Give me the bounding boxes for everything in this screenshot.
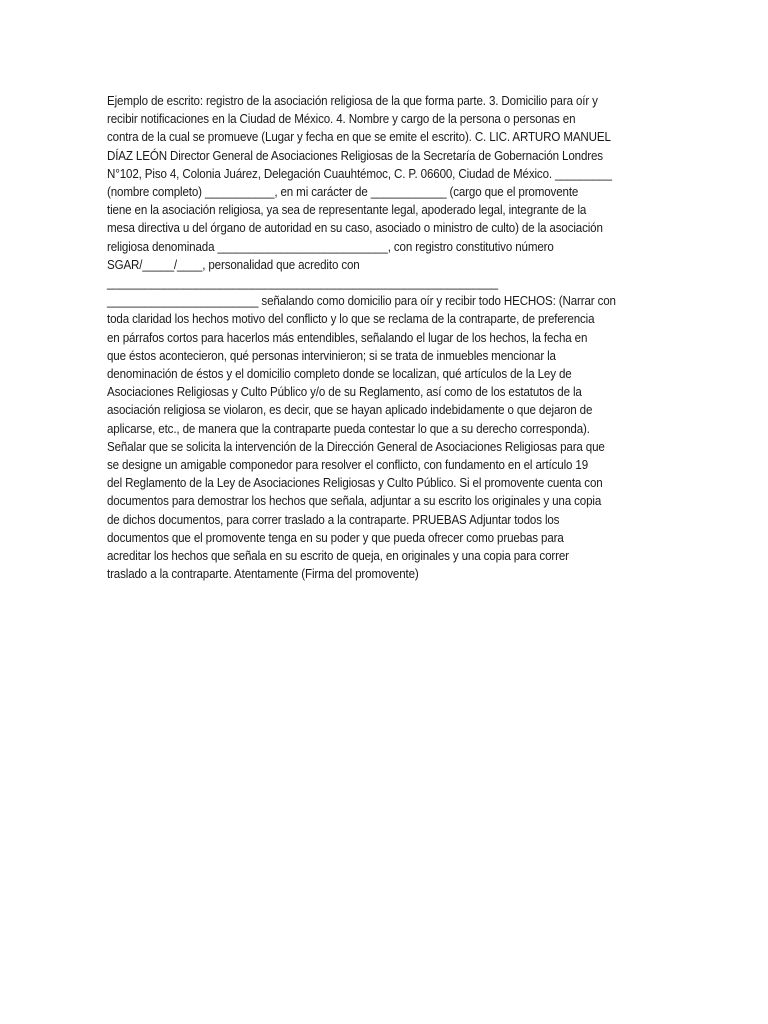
text-line: que éstos acontecieron, qué personas intervinieron; si se trata de inmuebles mencionar la	[107, 348, 556, 363]
text-line: N°102, Piso 4, Colonia Juárez, Delegación Cuauhtémoc, C. P. 06600, Ciudad de México. _________	[107, 166, 612, 181]
text-line: denominación de éstos y el domicilio completo donde se localizan, qué artículos de la Ley de	[107, 367, 572, 382]
text-line: Señalar que se solicita la intervención de la Dirección General de Asociaciones Religiosas para que	[107, 439, 605, 454]
text-line: mesa directiva u del órgano de autoridad en su caso, asociado o ministro de culto) de la asociación	[107, 221, 603, 236]
text-line: asociación religiosa se violaron, es decir, que se hayan aplicado indebidamente o que dejaron de	[107, 403, 593, 418]
text-line: ________________________ señalando como domicilio para oír y recibir todo HECHOS: (Narrar con	[107, 294, 616, 309]
text-line: Ejemplo de escrito: registro de la asociación religiosa de la que forma parte. 3. Domicilio para oír y	[107, 94, 598, 108]
text-line: religiosa denominada ___________________________, con registro constitutivo número	[107, 239, 554, 254]
text-line: acreditar los hechos que señala en su escrito de queja, en originales y una copia para correr	[107, 549, 569, 564]
text-line: aplicarse, etc., de manera que la contraparte pueda contestar lo que a su derecho corresponda).	[107, 421, 590, 436]
text-line: del Reglamento de la Ley de Asociaciones Religiosas y Culto Público. Si el promovente cuenta con	[107, 476, 603, 491]
text-line: DÍAZ LEÓN Director General de Asociaciones Religiosas de la Secretaría de Gobernación Londres	[107, 148, 603, 163]
text-line: SGAR/_____/____, personalidad que acredito con	[107, 257, 360, 272]
text-line: documentos para demostrar los hechos que señala, adjuntar a su escrito los originales y una copia	[107, 494, 602, 509]
text-line: contra de la cual se promueve (Lugar y fecha en que se emite el escrito). C. LIC. ARTURO MANUEL	[107, 130, 611, 145]
text-line: Asociaciones Religiosas y Culto Público y/o de su Reglamento, así como de los estatutos de la	[107, 385, 582, 400]
text-line: recibir notificaciones en la Ciudad de México. 4. Nombre y cargo de la persona o personas en	[107, 112, 576, 127]
text-line: se designe un amigable componedor para resolver el conflicto, con fundamento en el artículo 19	[107, 458, 589, 473]
text-line: (nombre completo) ___________, en mi carácter de ____________ (cargo que el promovente	[107, 185, 579, 200]
text-line: de dichos documentos, para correr traslado a la contraparte. PRUEBAS Adjuntar todos los	[107, 512, 560, 527]
text-line: tiene en la asociación religiosa, ya sea de representante legal, apoderado legal, integrante de la	[107, 203, 587, 218]
text-line: traslado a la contraparte. Atentamente (Firma del promovente)	[107, 567, 419, 582]
text-line: en párrafos cortos para hacerlos más entendibles, señalando el lugar de los hechos, la fecha en	[107, 330, 588, 345]
text-line: toda claridad los hechos motivo del conflicto y lo que se reclama de la contraparte, de preferencia	[107, 312, 595, 327]
document-body-text	[107, 92, 663, 583]
text-line: ______________________________________________________________	[107, 276, 498, 291]
text-line: documentos que el promovente tenga en su poder y que pueda ofrecer como pruebas para	[107, 530, 564, 545]
